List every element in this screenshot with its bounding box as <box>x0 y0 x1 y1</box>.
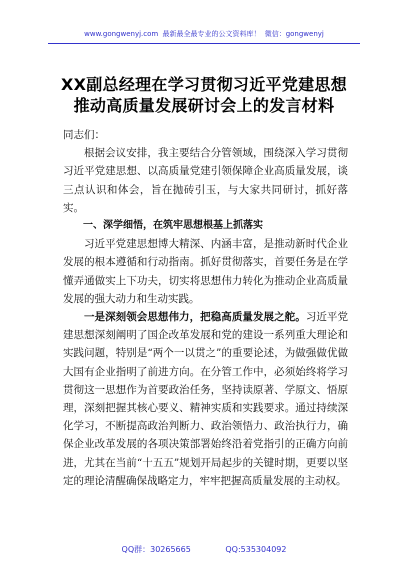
point-1-paragraph <box>63 308 348 490</box>
footer-qq-group: QQ群：30265665 <box>121 545 191 554</box>
footer-qq: QQ:535304092 <box>225 545 287 554</box>
document-title <box>40 74 368 116</box>
header-site-link[interactable]: www.gongwenyj.com <box>84 30 159 38</box>
salutation: 同志们： <box>63 129 105 141</box>
header-banner <box>40 29 368 43</box>
intro-paragraph: 根据会议安排，我主要结合分管领域，围绕深入学习贯彻习近平党建思想、以高质量党建引领保障企业高质量发展，谈三点认识和体会，旨在抛砖引玉，与大家共同研讨，抓好落实。 <box>63 147 348 214</box>
title-line-1: XX副总经理在学习贯彻习近平党建思想 <box>60 75 348 94</box>
section-1-paragraph: 习近平党建思想博大精深、内涵丰富，是推动新时代企业发展的根本遵循和行动指南。抓好贯彻落实，首要任务是在学懂弄通做实上下功夫，切实将思想伟力转化为推动企业高质量发展的强大动力和生动实践。 <box>63 238 348 305</box>
footer-contact <box>40 544 368 555</box>
section-heading-1: 一、深学细悟，在筑牢思想根基上抓落实 <box>83 220 263 232</box>
document-body <box>63 126 348 490</box>
point-1-lead: 一是深刻领会思想伟力，把稳高质量发展之舵。 <box>84 311 306 324</box>
point-1-text: 习近平党建思想深刻阐明了国企改革发展和党的建设一系列重大理论和实践问题，特别是“两个一以贯之”的重要论述，为做强做优做大国有企业指明了前进方向。在分管工作中，必须始终将学习贯彻这一思想作为首要政治任务，坚持读原著、学原文、悟原理，深刻把握其核心要义、精神实质和实践要求。通过持续深化学习，不断提高政治判断力、政治领悟力、政治执行力，确保企业改革发展的各项决策部署始终沿着党指引的正确方向前进，尤其在当前“十五五”规划开局起步的关键时期，更要以坚定的理论清醒确保战略定力，牢牢把握高质量发展的主动权。 <box>63 311 348 487</box>
header-divider <box>48 43 360 44</box>
title-line-2: 推动高质量发展研讨会上的发言材料 <box>73 96 335 115</box>
header-wechat: 微信：gongwenyj <box>264 30 324 38</box>
header-slogan: 最新最全最专业的公文资料库！ <box>162 30 261 38</box>
